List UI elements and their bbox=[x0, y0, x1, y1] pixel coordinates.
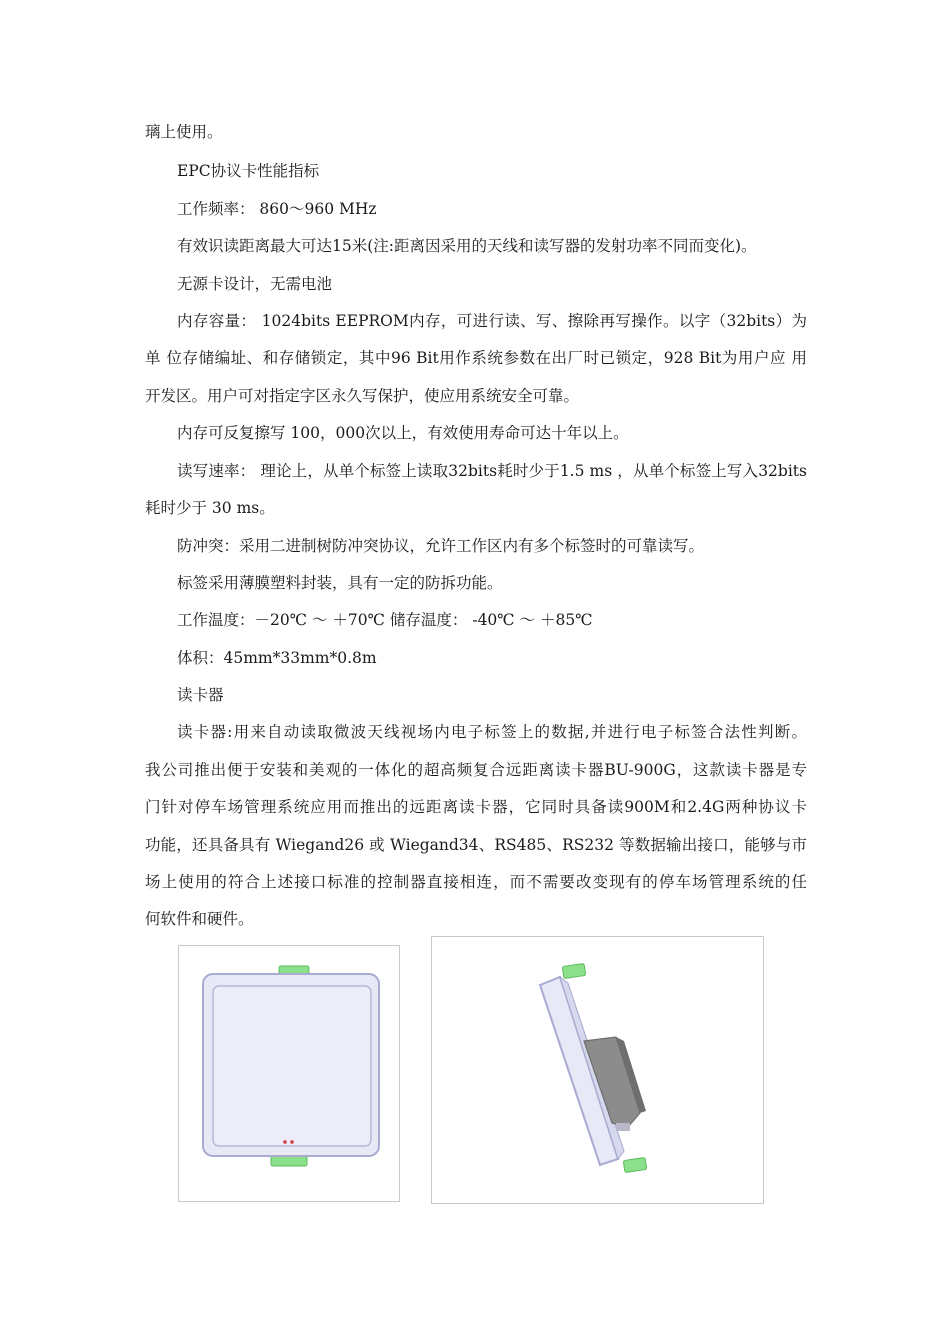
paragraph-line: 工作频率： 860～960 MHz bbox=[177, 200, 377, 218]
paragraph-line: 我公司推出便于安装和美观的一体化的超高频复合远距离读卡器BU-900G，这款读卡器是专 bbox=[145, 761, 807, 779]
paragraph-line: 体积：45mm*33mm*0.8m bbox=[177, 649, 377, 667]
section-heading-epc: EPC协议卡性能指标 bbox=[177, 162, 320, 180]
paragraph-line: 防冲突：采用二进制树防冲突协议，允许工作区内有多个标签时的可靠读写。 bbox=[177, 537, 705, 555]
paragraph-line: 内存可反复擦写 100，000次以上，有效使用寿命可达十年以上。 bbox=[177, 424, 629, 442]
paragraph-line: 工作温度：－20℃ ～ ＋70℃ 储存温度： -40℃ ～ ＋85℃ bbox=[177, 611, 593, 629]
paragraph-line: 开发区。用户可对指定字区永久写保护，使应用系统安全可靠。 bbox=[145, 387, 580, 405]
paragraph-line: 内存容量： 1024bits EEPROM内存，可进行读、写、擦除再写操作。以字（32bits）为 bbox=[177, 312, 807, 330]
reader-side-view-icon bbox=[432, 937, 763, 1203]
paragraph-line: 读写速率： 理论上，从单个标签上读取32bits耗时少于1.5 ms ，从单个标签上写入32bits bbox=[177, 462, 807, 480]
reader-front-view-image bbox=[178, 945, 400, 1202]
paragraph-line: 读卡器:用来自动读取微波天线视场内电子标签上的数据,并进行电子标签合法性判断。 bbox=[177, 723, 807, 741]
section-heading-reader: 读卡器 bbox=[177, 686, 224, 704]
paragraph-line: 单 位存储编址、和存储锁定，其中96 Bit用作系统参数在出厂时已锁定，928 Bit为用户应 用 bbox=[145, 349, 807, 367]
paragraph-line: 标签采用薄膜塑料封装，具有一定的防拆功能。 bbox=[177, 574, 503, 592]
paragraph-line: 有效识读距离最大可达15米(注:距离因采用的天线和读写器的发射功率不同而变化)。 bbox=[177, 237, 757, 255]
paragraph-line: 璃上使用。 bbox=[145, 123, 223, 141]
paragraph-line: 门针对停车场管理系统应用而推出的远距离读卡器，它同时具备读900M和2.4G两种协议卡 bbox=[145, 798, 807, 816]
paragraph-line: 功能，还具备具有 Wiegand26 或 Wiegand34、RS485、RS232 等数据输出接口，能够与市 bbox=[145, 836, 807, 854]
reader-side-view-image bbox=[431, 936, 764, 1204]
reader-front-view-icon bbox=[179, 946, 399, 1201]
paragraph-line: 耗时少于 30 ms。 bbox=[145, 499, 275, 517]
paragraph-line: 何软件和硬件。 bbox=[145, 910, 254, 928]
paragraph-line: 场上使用的符合上述接口标准的控制器直接相连，而不需要改变现有的停车场管理系统的任 bbox=[145, 873, 807, 891]
paragraph-line: 无源卡设计，无需电池 bbox=[177, 275, 333, 293]
